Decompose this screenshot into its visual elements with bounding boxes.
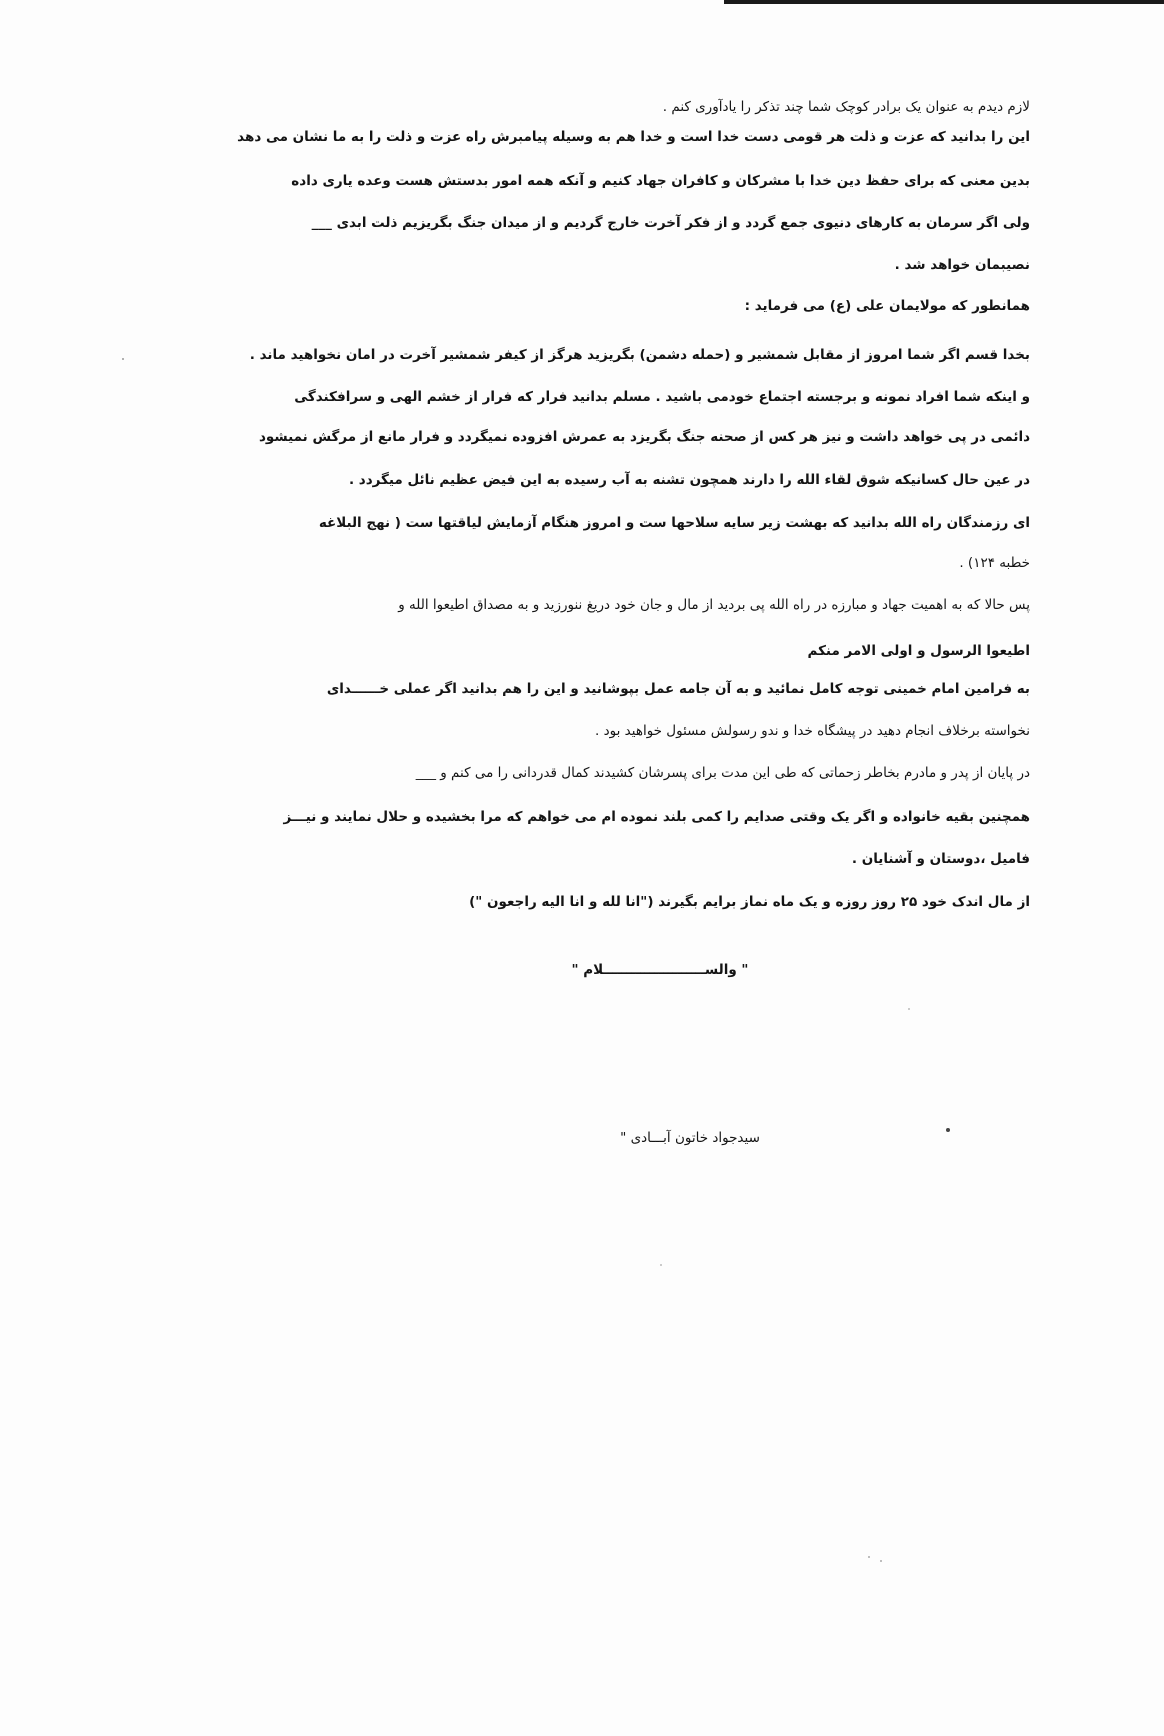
body-line: در پایان از پدر و مادرم بخاطر زحماتی که طی این مدت برای پسرشان کشیدند کمال قدردانی را می کنم و ___ bbox=[415, 765, 1030, 781]
signature-name: سیدجواد خاتون آبـــادی " bbox=[620, 1130, 760, 1146]
body-line: بخدا قسم اگر شما امروز از مقابل شمشیر و (حمله دشمن) بگریزید هرگز از کیفر شمشیر آخرت در امان نخواهید ماند . bbox=[249, 347, 1030, 363]
body-line: و اینکه شما افراد نمونه و برجسته اجتماع خودمی باشید . مسلم بدانید فرار که فرار از خشم الهی و سرافکندگی bbox=[294, 389, 1030, 405]
body-line: خطبه ۱۲۴) . bbox=[959, 555, 1030, 571]
scan-speck bbox=[946, 1128, 950, 1132]
scan-speck bbox=[660, 1264, 662, 1266]
scan-edge-shadow bbox=[724, 0, 1164, 4]
body-line: از مال اندک خود ۲۵ روز روزه و یک ماه نماز برایم بگیرند ("انا لله و انا الیه راجعون ") bbox=[469, 894, 1030, 910]
scan-speck bbox=[122, 358, 124, 360]
scan-speck bbox=[880, 1560, 882, 1562]
body-line: پس حالا که به اهمیت جهاد و مبارزه در راه الله پی بردید از مال و جان خود دریغ ننورزید و به مصداق اطیعوا الله و bbox=[398, 597, 1030, 613]
body-line: لازم دیدم به عنوان یک برادر کوچک شما چند تذکر را یادآوری کنم . bbox=[662, 99, 1030, 115]
body-line: نخواسته برخلاف انجام دهید در پیشگاه خدا و ندو رسولش مسئول خواهید بود . bbox=[595, 723, 1030, 739]
body-line: این را بدانید که عزت و ذلت هر قومی دست خدا است و خدا هم به وسیله پیامبرش راه عزت و ذلت را به ما نشان می دهد bbox=[237, 129, 1030, 145]
body-line: دائمی در پی خواهد داشت و نیز هر کس از صحنه جنگ بگریزد به عمرش افزوده نمیگردد و فرار مانع از مرگش نمیشود bbox=[258, 429, 1030, 445]
body-line: به فرامین امام خمینی توجه کامل نمائید و به آن جامه عمل بپوشانید و این را هم بدانید اگر عملی خــــــدای bbox=[326, 681, 1030, 697]
closing-salutation: " والســــــــــــــــــــــلام " bbox=[571, 962, 749, 978]
body-line: در عین حال کسانیکه شوق لقاء الله را دارند همچون تشنه به آب رسیده به این فیض عظیم نائل میگردد . bbox=[348, 472, 1030, 488]
scan-speck bbox=[908, 1008, 910, 1010]
body-line: نصیبمان خواهد شد . bbox=[894, 257, 1030, 273]
body-line: بدین معنی که برای حفظ دین خدا با مشرکان و کافران جهاد کنیم و آنکه همه امور بدستش هست وعده یاری داده bbox=[291, 173, 1030, 189]
body-line: همانطور که مولایمان علی (ع) می فرماید : bbox=[744, 298, 1030, 314]
body-line: همچنین بقیه خانواده و اگر یک وقتی صدایم را کمی بلند نموده ام می خواهم که مرا بخشیده و حلال نمایند و نیـــز bbox=[283, 809, 1030, 825]
body-line: ای رزمندگان راه الله بدانید که بهشت زیر سایه سلاحها ست و امروز هنگام آزمایش لیاقتها ست ( نهج البلاغه bbox=[318, 515, 1030, 531]
scan-speck bbox=[868, 1556, 870, 1558]
body-line: ولی اگر سرمان به کارهای دنیوی جمع گردد و از فکر آخرت خارج گردیم و از میدان جنگ بگریزیم ذلت ابدی ___ bbox=[311, 215, 1030, 231]
body-line: فامیل ،دوستان و آشنایان . bbox=[851, 851, 1030, 867]
body-line: اطیعوا الرسول و اولی الامر منکم bbox=[807, 643, 1030, 659]
